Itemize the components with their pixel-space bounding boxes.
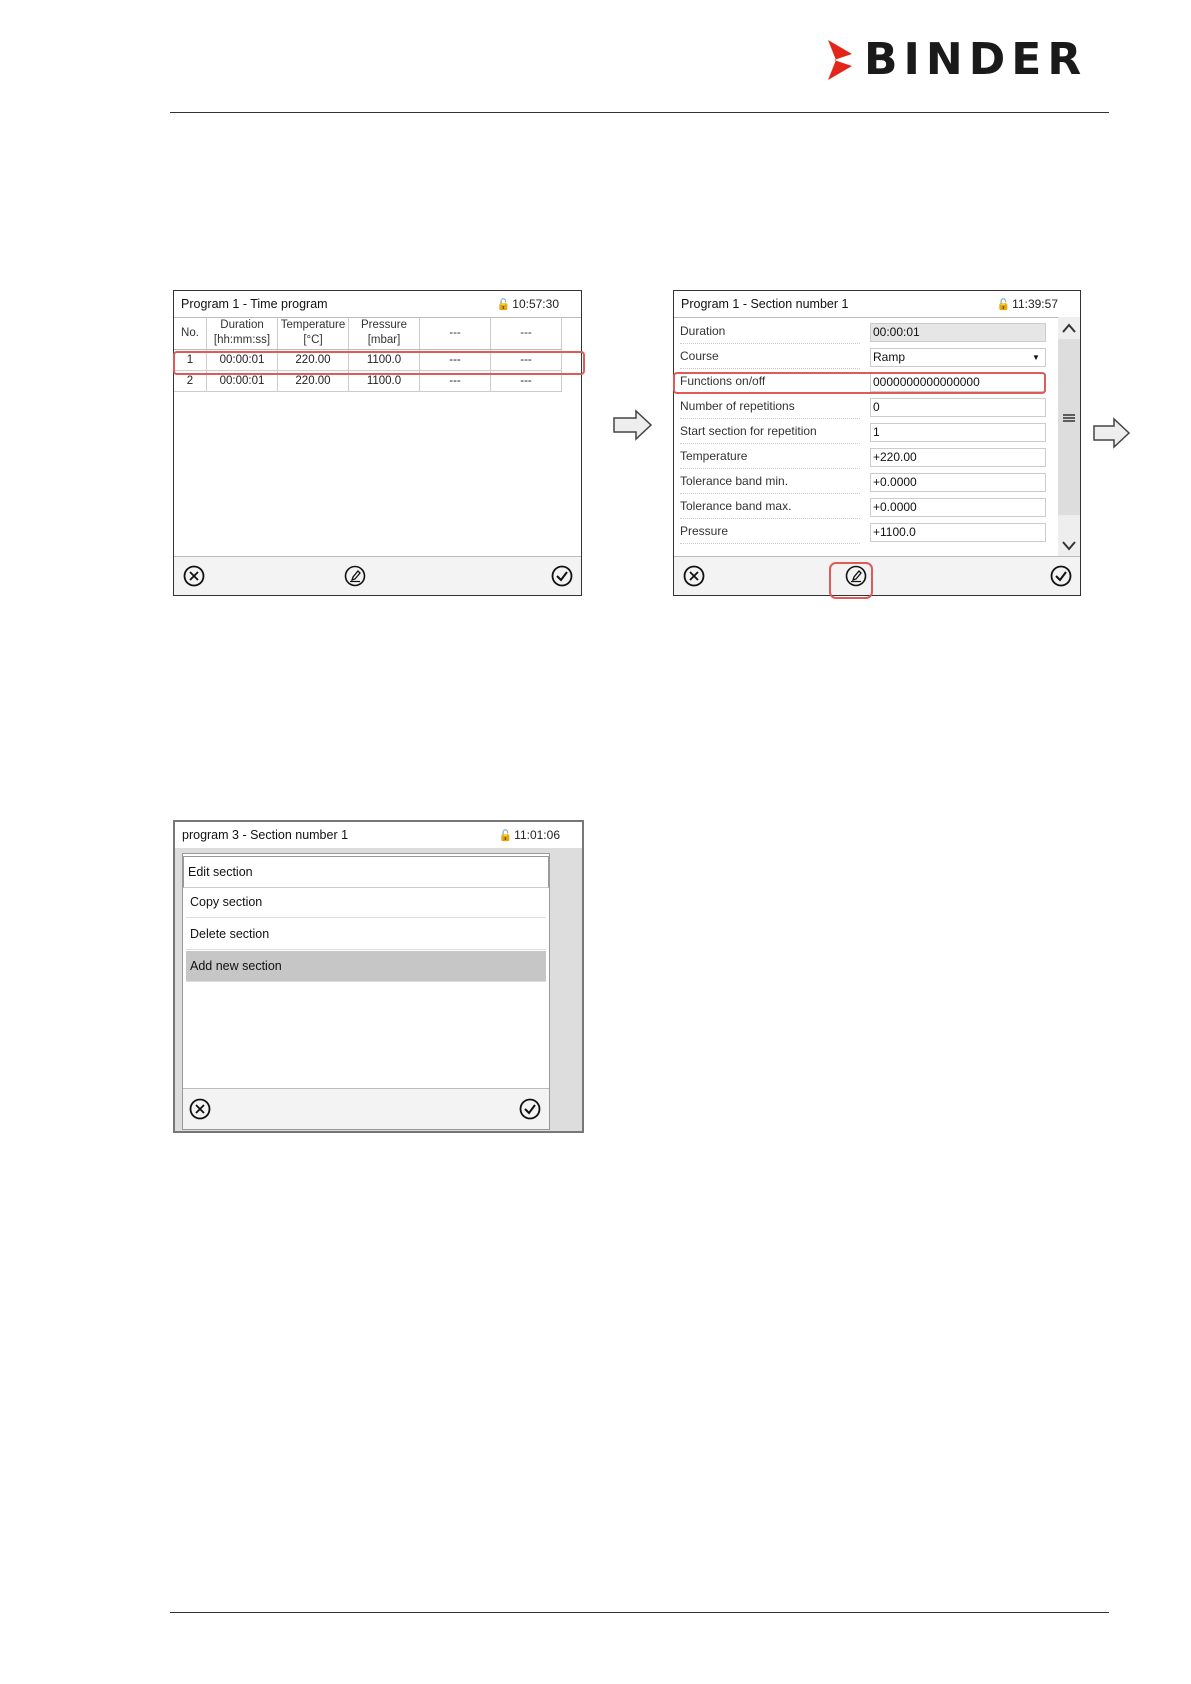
- col-header-pressure: Pressure [mbar]: [349, 317, 420, 350]
- screen-title: Program 1 - Time program 🔓 10:57:30: [174, 291, 581, 318]
- table-header-row: [174, 317, 562, 350]
- scroll-thumb[interactable]: [1058, 339, 1080, 515]
- temperature-input[interactable]: +220.00: [870, 448, 1046, 467]
- binder-logo-mark-icon: [826, 38, 856, 82]
- chevron-down-icon: ▼: [1032, 353, 1040, 362]
- section-context-menu: [182, 853, 550, 1130]
- cell-pressure: 1100.0: [349, 350, 420, 371]
- field-pressure: [674, 519, 1060, 544]
- cell-no: 2: [174, 371, 207, 392]
- highlight-functions-field: [673, 372, 1046, 394]
- tolerance-max-input[interactable]: +0.0000: [870, 498, 1046, 517]
- pressure-input[interactable]: +1100.0: [870, 523, 1046, 542]
- repetitions-input[interactable]: 0: [870, 398, 1046, 417]
- col-header-duration: Duration [hh:mm:ss]: [207, 317, 278, 350]
- field-label: Course: [680, 349, 719, 363]
- cancel-circle-icon[interactable]: [683, 565, 705, 587]
- menu-item-add-new-section[interactable]: Add new section: [186, 951, 546, 982]
- arrow-right-icon: [1092, 416, 1132, 450]
- cell-empty: ---: [491, 350, 562, 371]
- field-label: Tolerance band min.: [680, 474, 789, 488]
- field-label: Functions on/off: [680, 374, 766, 388]
- menu-lines-icon: [1062, 413, 1076, 423]
- cell-no: 1: [174, 350, 207, 371]
- screen-section-menu: [173, 820, 584, 1133]
- arrow-right-icon: [612, 408, 654, 442]
- field-repetitions: [674, 394, 1060, 419]
- field-label: Tolerance band max.: [680, 499, 792, 513]
- field-duration: [674, 319, 1060, 344]
- field-label: Duration: [680, 324, 726, 338]
- screen-section-detail: [673, 290, 1081, 596]
- field-temperature: [674, 444, 1060, 469]
- course-select[interactable]: Ramp: [870, 348, 1046, 367]
- check-circle-icon[interactable]: [551, 565, 573, 587]
- screen-title: Program 1 - Section number 1 🔓 11:39:57: [674, 291, 1080, 318]
- field-tol-max: [674, 494, 1060, 519]
- chevron-up-icon[interactable]: [1062, 323, 1076, 333]
- scrollbar[interactable]: [1058, 317, 1080, 557]
- screen-title: program 3 - Section number 1 🔓 11:01:06: [175, 822, 582, 849]
- clock: 🔓 11:39:57: [996, 297, 1058, 311]
- binder-logo: [826, 34, 1088, 85]
- field-tol-min: [674, 469, 1060, 494]
- cell-empty: ---: [420, 371, 491, 392]
- field-course: [674, 344, 1060, 369]
- menu-item-delete-section[interactable]: Delete section: [186, 919, 546, 950]
- field-label: Pressure: [680, 524, 729, 538]
- check-circle-icon[interactable]: [1050, 565, 1072, 587]
- header-rule: [170, 112, 1109, 113]
- cell-temperature: 220.00: [278, 350, 349, 371]
- lock-icon: 🔓: [996, 299, 1011, 311]
- cancel-circle-icon[interactable]: [183, 565, 205, 587]
- col-header-empty-2: ---: [491, 317, 562, 350]
- footer-rule: [170, 1612, 1109, 1613]
- field-label: Temperature: [680, 449, 748, 463]
- cell-empty: ---: [491, 371, 562, 392]
- duration-value: 00:00:01: [870, 323, 1046, 342]
- screen-time-program: [173, 290, 582, 596]
- cancel-circle-icon[interactable]: [189, 1098, 211, 1120]
- menu-footer: [183, 1088, 549, 1129]
- lock-icon: 🔓: [496, 299, 511, 311]
- field-label: Number of repetitions: [680, 399, 795, 413]
- clock: 🔓 10:57:30: [496, 297, 559, 311]
- screen-footer: [674, 556, 1080, 595]
- cell-duration: 00:00:01: [207, 371, 278, 392]
- cell-pressure: 1100.0: [349, 371, 420, 392]
- col-header-no: No.: [174, 317, 207, 350]
- clock: 🔓 11:01:06: [498, 828, 560, 842]
- chevron-down-icon[interactable]: [1062, 541, 1076, 551]
- start-section-input[interactable]: 1: [870, 423, 1046, 442]
- lock-icon: 🔓: [498, 830, 513, 842]
- col-header-temperature: Temperature [°C]: [278, 317, 349, 350]
- check-circle-icon[interactable]: [519, 1098, 541, 1120]
- screen-footer: [174, 556, 581, 595]
- cell-temperature: 220.00: [278, 371, 349, 392]
- menu-item-copy-section[interactable]: Copy section: [186, 887, 546, 918]
- tolerance-min-input[interactable]: +0.0000: [870, 473, 1046, 492]
- cell-duration: 00:00:01: [207, 350, 278, 371]
- binder-logo-text: BINDER: [864, 34, 1088, 85]
- pencil-circle-icon[interactable]: [344, 565, 366, 587]
- functions-input[interactable]: 0000000000000000: [870, 373, 1046, 392]
- field-start-section: [674, 419, 1060, 444]
- highlight-edit-button: [829, 562, 873, 599]
- cell-empty: ---: [420, 350, 491, 371]
- field-label: Start section for repetition: [680, 424, 817, 438]
- highlight-row-1: [173, 351, 585, 375]
- col-header-empty-1: ---: [420, 317, 491, 350]
- menu-item-edit-section[interactable]: Edit section: [183, 856, 549, 888]
